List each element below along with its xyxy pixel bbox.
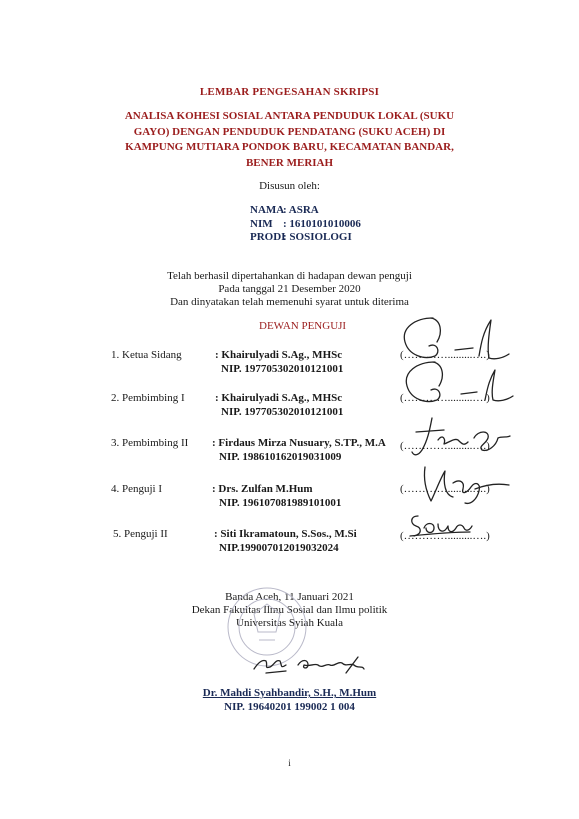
signature-penguji-1 <box>405 463 515 509</box>
member-name: : Khairulyadi S.Ag., MHSc <box>215 349 343 361</box>
page-number: i <box>288 758 291 768</box>
member-nip: NIP.199007012019032024 <box>219 542 339 554</box>
thesis-title-line: KAMPUNG MUTIARA PONDOK BARU, KECAMATAN BANDAR, <box>125 141 454 153</box>
dean-position: Dekan Fakultas Ilmu Sosial dan Ilmu politik <box>191 604 388 616</box>
statement-line: Dan dinyatakan telah memenuhi syarat untuk diterima <box>170 296 409 308</box>
statement-line: Telah berhasil dipertahankan di hadapan dewan penguji <box>167 270 412 282</box>
nim-label: NIM <box>250 217 273 230</box>
prodi-label: PRODI <box>250 231 286 243</box>
committee-heading: DEWAN PENGUJI <box>259 320 347 332</box>
place-date: Banda Aceh, 11 Januari 2021 <box>225 591 354 603</box>
prodi-value: : SOSIOLOGI <box>283 231 352 243</box>
thesis-title-line: BENER MERIAH <box>245 156 334 169</box>
signature-line: (………….........….) <box>400 349 490 361</box>
dean-name: Dr. Mahdi Syahbandir, S.H., M.Hum <box>202 687 377 699</box>
nim-value: : 1610101010006 <box>283 217 361 230</box>
member-nip: NIP. 197705302010121001 <box>221 363 344 375</box>
name-value: : ASRA <box>283 204 319 216</box>
member-name: : Drs. Zulfan M.Hum <box>212 483 313 495</box>
member-name: : Siti Ikramatoun, S.Sos., M.Si <box>214 528 357 540</box>
member-name: : Khairulyadi S.Ag., MHSc <box>215 392 343 404</box>
student-info <box>250 204 361 245</box>
member-name: : Firdaus Mirza Nusuary, S.TP., M.A <box>212 437 386 449</box>
signature-pembimbing-2 <box>398 416 513 464</box>
prepared-by-label: Disusun oleh: <box>259 180 320 192</box>
member-role: 1. Ketua Sidang <box>111 349 182 361</box>
thesis-title-line: ANALISA KOHESI SOSIAL ANTARA PENDUDUK LOKAL (SUKU <box>124 110 455 122</box>
member-nip: NIP. 197705302010121001 <box>221 406 344 418</box>
member-role: 2. Pembimbing I <box>111 392 185 404</box>
dean-nip: NIP. 19640201 199002 1 004 <box>224 701 355 713</box>
signature-line: (………….........….) <box>400 440 490 452</box>
document-title: LEMBAR PENGESAHAN SKRIPSI <box>199 86 380 98</box>
signature-pembimbing-1 <box>397 356 517 412</box>
university-name: Universitas Syiah Kuala <box>236 617 343 629</box>
member-role: 5. Penguji II <box>113 528 168 540</box>
signature-line: (………….........….) <box>400 392 490 404</box>
signature-line: (………….........….) <box>400 483 490 495</box>
thesis-title-line: GAYO) DENGAN PENDUDUK PENDATANG (SUKU ACEH) DI <box>133 125 446 138</box>
member-role: 4. Penguji I <box>111 483 163 495</box>
member-nip: NIP. 196107081989101001 <box>219 497 342 509</box>
member-role: 3. Pembimbing II <box>111 437 189 449</box>
defense-statement <box>0 270 579 309</box>
thesis-title <box>0 109 579 171</box>
signature-dean <box>246 649 366 677</box>
statement-line: Pada tanggal 21 Desember 2020 <box>218 283 361 295</box>
member-nip: NIP. 198610162019031009 <box>219 451 342 463</box>
signature-penguji-2 <box>404 510 474 542</box>
signature-line: (………….........….) <box>400 530 490 542</box>
name-label: NAMA <box>250 204 285 216</box>
